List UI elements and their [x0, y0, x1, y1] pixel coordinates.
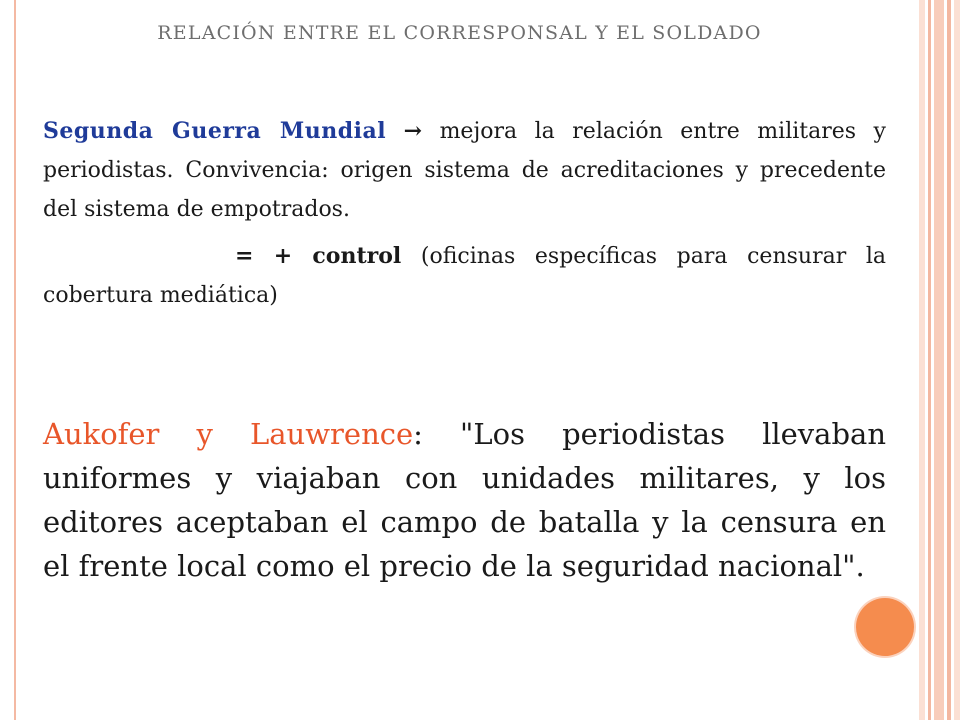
right-decorative-bars — [919, 0, 960, 720]
control-bold: = + control — [235, 243, 402, 269]
left-border — [0, 0, 16, 720]
ww2-highlight: Segunda Guerra Mundial — [43, 118, 387, 144]
quote-author: Aukofer y Lauwrence — [43, 417, 414, 451]
paragraph-control — [43, 237, 886, 315]
decorative-circle — [856, 598, 914, 656]
ww2-text: mejora la relación entre militares y periodistas. Convivencia: origen sistema de acreditaciones y precedente del sistema de empotrados. — [43, 119, 886, 222]
quote-text: : "Los periodistas llevaban uniformes y viajaban con unidades militares, y los editores aceptaban el campo de batalla y la censura en el frente local como el precio de la seguridad nacional". — [43, 417, 886, 583]
arrow-icon: → — [403, 118, 423, 144]
control-text: (oficinas específicas para censurar la cobertura mediática) — [43, 244, 886, 308]
paragraph-quote — [43, 412, 886, 588]
paragraph-ww2 — [43, 112, 886, 229]
slide-title: RELACIÓN ENTRE EL CORRESPONSAL Y EL SOLDADO — [157, 22, 762, 44]
